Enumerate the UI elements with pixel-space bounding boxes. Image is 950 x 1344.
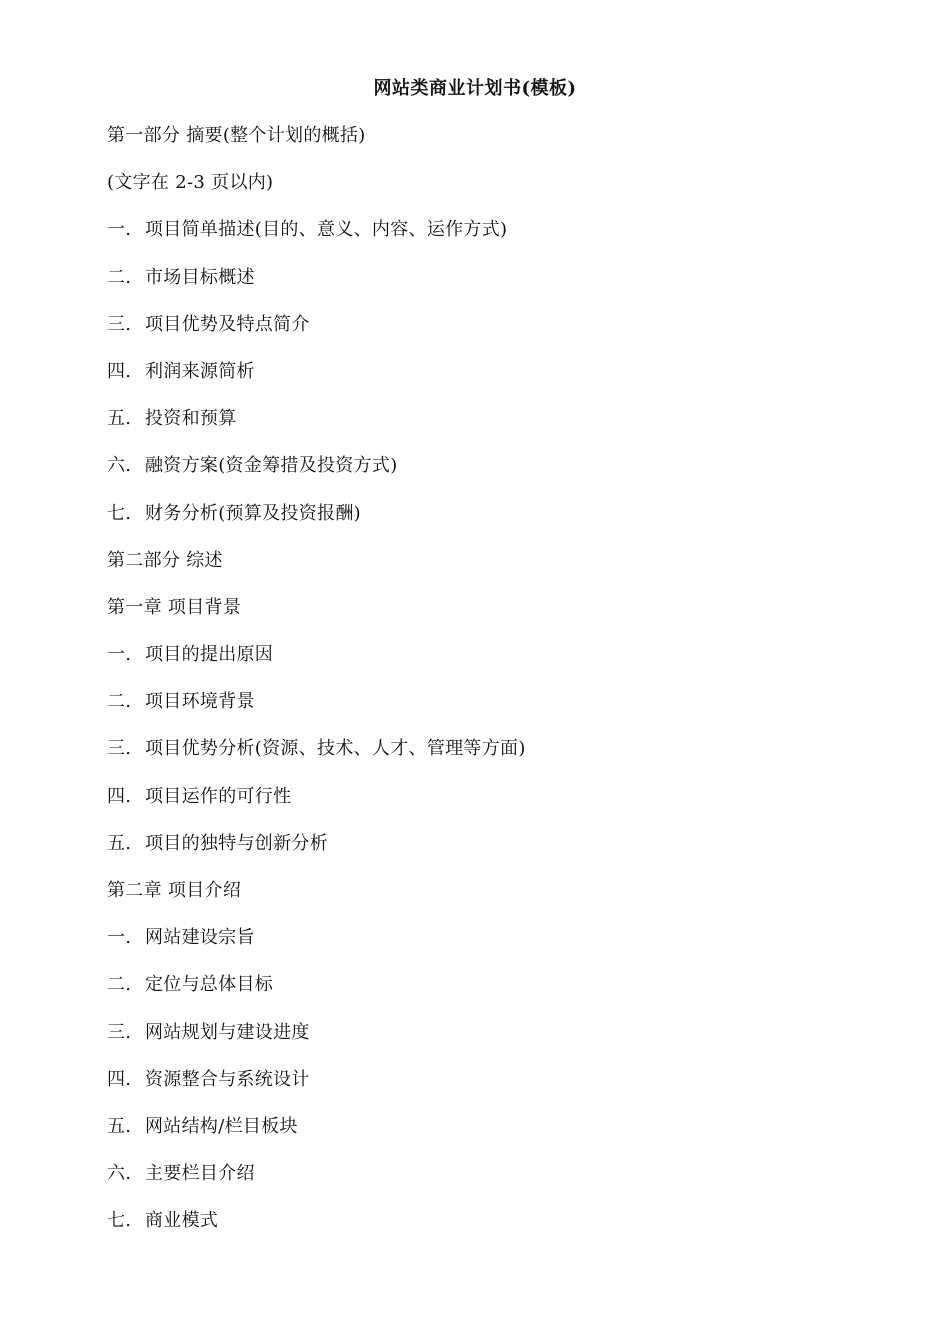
item-text: 网站建设宗旨	[145, 927, 255, 949]
outline-item	[107, 358, 526, 405]
item-number: 三.	[107, 313, 132, 335]
item-number: 二.	[107, 691, 132, 713]
outline-list	[107, 122, 526, 1255]
item-text: 项目的提出原因	[145, 644, 274, 666]
item-number: 四.	[107, 785, 132, 807]
item-text: 项目优势分析(资源、技术、人才、管理等方面)	[145, 738, 526, 760]
outline-item	[107, 735, 526, 782]
item-text: 定位与总体目标	[145, 974, 274, 996]
item-text: 网站结构/栏目板块	[145, 1115, 298, 1137]
outline-item	[107, 971, 526, 1018]
item-text: 利润来源简析	[145, 360, 255, 382]
item-number: 六.	[107, 1163, 132, 1185]
document-title: 网站类商业计划书(模板)	[373, 78, 577, 99]
item-text: 项目运作的可行性	[145, 785, 292, 807]
section-heading	[107, 547, 526, 594]
outline-item	[107, 264, 526, 311]
item-number: 一.	[107, 927, 132, 949]
outline-item	[107, 1066, 526, 1113]
item-number: 七.	[107, 1210, 132, 1232]
item-text: 项目环境背景	[145, 691, 255, 713]
item-text: 项目的独特与创新分析	[145, 832, 328, 854]
section-heading	[107, 594, 526, 641]
outline-item	[107, 924, 526, 971]
item-number: 三.	[107, 738, 132, 760]
section-heading	[107, 122, 526, 169]
item-number: 五.	[107, 408, 132, 430]
item-text: 财务分析(预算及投资报酬)	[145, 502, 361, 524]
item-number: 一.	[107, 644, 132, 666]
item-text: 资源整合与系统设计	[145, 1068, 310, 1090]
item-text: 项目简单描述(目的、意义、内容、运作方式)	[145, 219, 508, 241]
outline-item	[107, 1019, 526, 1066]
item-number: 五.	[107, 832, 132, 854]
item-text: 市场目标概述	[145, 266, 255, 288]
item-number: 三.	[107, 1021, 132, 1043]
outline-item	[107, 216, 526, 263]
outline-item	[107, 688, 526, 735]
item-text: 网站规划与建设进度	[145, 1021, 310, 1043]
item-text: 第一章 项目背景	[107, 596, 242, 618]
item-text: 融资方案(资金筹措及投资方式)	[145, 455, 398, 477]
section-heading	[107, 877, 526, 924]
item-number: 四.	[107, 360, 132, 382]
section-heading	[107, 169, 526, 216]
outline-item	[107, 641, 526, 688]
outline-item	[107, 1113, 526, 1160]
outline-item	[107, 452, 526, 499]
item-text: (文字在 2-3 页以内)	[107, 172, 274, 194]
item-number: 二.	[107, 266, 132, 288]
item-text: 主要栏目介绍	[145, 1163, 255, 1185]
outline-item	[107, 500, 526, 547]
outline-item	[107, 405, 526, 452]
outline-item	[107, 783, 526, 830]
item-number: 一.	[107, 219, 132, 241]
item-number: 四.	[107, 1068, 132, 1090]
outline-item	[107, 1160, 526, 1207]
item-number: 二.	[107, 974, 132, 996]
item-text: 第二部分 综述	[107, 549, 223, 571]
item-text: 第二章 项目介绍	[107, 880, 242, 901]
item-number: 七.	[107, 502, 132, 524]
outline-item	[107, 311, 526, 358]
item-number: 五.	[107, 1115, 132, 1137]
item-number: 六.	[107, 455, 132, 477]
item-text: 第一部分 摘要(整个计划的概括)	[107, 125, 366, 146]
outline-item	[107, 1207, 526, 1254]
outline-item	[107, 830, 526, 877]
item-text: 投资和预算	[145, 408, 237, 430]
item-text: 项目优势及特点简介	[145, 313, 310, 335]
item-text: 商业模式	[145, 1210, 219, 1232]
